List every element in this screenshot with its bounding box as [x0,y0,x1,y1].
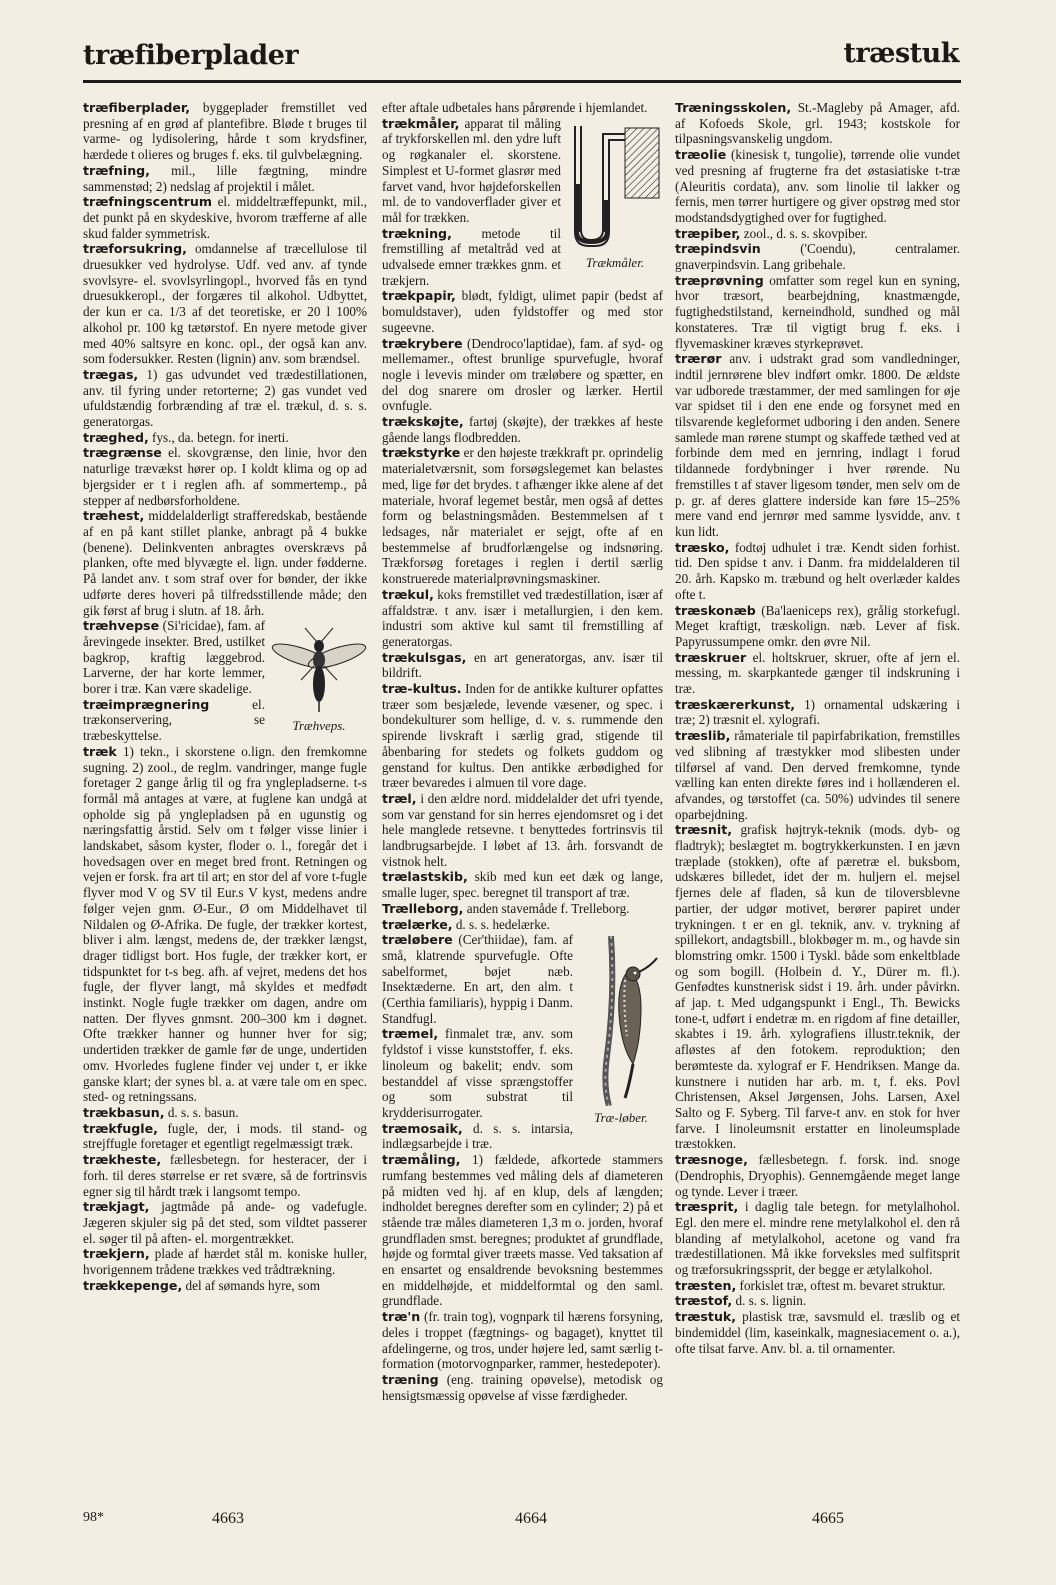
dictionary-entry [382,869,663,900]
definition-text: fartøj (skøjte), der trækkes af heste gående langs flodbredden. [382,414,663,445]
headword: træsnit, [675,822,733,838]
dictionary-entry [83,1199,367,1246]
dictionary-entry [675,351,960,539]
illustration-caption: Træhveps. [292,717,346,733]
signature-mark: 98* [83,1510,104,1525]
headword: trækstyrke [382,445,461,461]
headword: trækkepenge, [83,1277,183,1293]
headword: træforsukring, [83,241,187,257]
dictionary-entry [675,1278,960,1294]
dictionary-entry [382,100,663,116]
headword: træfiberplader, [83,100,191,115]
headword: trægas, [83,366,139,382]
dictionary-entry [675,241,960,272]
headword: træning [382,1371,439,1387]
dictionary-entry [83,194,367,241]
wasp-illustration [271,622,367,733]
definition-text: (Dendroco'laptidae), fam. af syd- og mellemamer., oftest brunlige spurvefugle, hvoraf nogle i levevis minder om træløbere og spætter, en del dog snarere om drosler og lærker. Hertil ovnfugle. [382,335,663,414]
dictionary-entry [382,1152,663,1309]
headword: træmel, [382,1026,439,1042]
definition-text: el. middeltræffepunkt, mil., det punkt på en skydeskive, hvorom træfferne af alle skud falder symmetrisk. [83,194,367,241]
headword: Træningsskolen, [675,100,792,115]
dictionary-entry [83,508,367,618]
column-1 [83,100,367,1490]
headword: træhest, [83,508,145,524]
dictionary-entry [675,1199,960,1278]
definition-text: koks fremstillet ved trædestillation, især af affaldstræ. t anv. især i metallurgien, i den kem. industri som aktive kul samt til fremstilling af generatorgas. [382,586,663,649]
definition-text: anv. i udstrakt grad som vandledninger, indtil jernrørene blev indført omkr. 1800. De ældste var udborede træstammer, der med samlingen for øje var spidset til i den ene ende og forsynet med en tilsvarende kegleformet udboring i den anden. Senere samlede man rørene stumpt og skaffede tæthed ved at forbinde dem med en jernring, indlagt i forud tildannede fordybninger i hver rørende. Nu fremstilles t af staver ligesom tønder, men selv om de p. gr. af deres glattere inderside kan føre 15–25% mere vand end jernrør med samme lysvidde, anv. t kun lidt. [675,351,960,539]
headword: trækbasun, [83,1105,165,1120]
definition-text: plastisk træ, savsmuld el. træslib og et bindemiddel (lim, kaseinkalk, magnesiacement o. a.), ofte tilsat farve. Anv. bl. a. til ornamenter. [675,1309,960,1356]
dictionary-entry [83,1246,367,1277]
headword: trækmåler, [382,115,460,131]
headword: træstof, [675,1293,733,1309]
definition-text: 1) gas udvundet ved trædestillationen, anv. til fyring under retorterne; 2) gas vundet ved ufuldstændig forbrænding af træ el. trækul, d. s. s. generatorgas. [83,366,367,430]
dictionary-entry [382,445,663,586]
headword: træstuk, [675,1309,737,1325]
dictionary-entry [382,288,663,335]
definition-text: skib med kun eet dæk og lange, smalle luger, spec. beregnet til transport af træ. [382,869,663,901]
headword: trækpapir, [382,288,456,304]
headword: træmåling, [382,1152,461,1168]
dictionary-entry [83,1121,367,1152]
column-3 [675,100,960,1490]
headword: træghed, [83,429,149,445]
dictionary-entry [382,681,663,791]
dictionary-entry [675,540,960,603]
definition-text: d. s. s. lignin. [732,1293,807,1309]
dictionary-entry [83,744,367,1105]
headword: Trælleborg, [382,900,464,916]
headword: træsnoge, [675,1152,748,1168]
definition-text: el. skovgrænse, den linie, hvor den naturlige trævækst hører op. I koldt klima og op ad bjergsider er t i reglen afh. af sommertemp., på stepper af nedbørsforholdene. [83,445,367,508]
headword: træpiber, [675,225,741,241]
headword: træsko, [675,539,730,555]
headword: træ'n [382,1309,421,1325]
definition-text: zool., d. s. s. skovpiber. [740,225,868,241]
headword: trækulsgas, [382,649,467,665]
dictionary-entry [83,1105,367,1121]
headword: trækul, [382,586,434,602]
headword: træslib, [675,728,731,744]
definition-text: 1) tekn., i skorstene o.lign. den fremkomne sugning. 2) zool., de reglm. vandringer, mange fugle foretager 2 gange årlig til og fra ynglepladserne. t-s formål må antages at være, at fuglene kan undgå at opholde sig på ynglepladsen på en ugunstig og næringsfattig årstid. Selv om t følger visse linier i landskabet, såsom kyster, floder o. l., foregår det i hovedsagen over en meget bred front. Retningen og vejen er forsk. fra art til art; en stor del af vore t-fugle flyver mod V og SV til Eur.s V kyst, medens andre følger vejen gnm. Ø-Eur., Ø om Middelhavet til Nildalen og Ø-Afrika. De fugle, der trækker kortest, bliver i alm. længst, medens de, der trækker længst, drager tidligst bort. Hos fugle, der trækker kort, er tidspunktet for t-s beg. afh. af vejret, medens det hos fugle, der flyver langt, må skyldes et medfødt instinkt. Nogle fugle trækker om dagen, andre om natten. Der flyves gnmsnt. 200–300 km i døgnet. Ofte trækker hanner og hunner hver for sig; undertiden trækker de gamle før de unge, undertiden omv. Hvorledes fuglene finder vej under t, er ikke ganske klart; der synes bl. a. at være tale om en spec. sted- og retningssans. [83,743,367,1105]
definition-text: forkislet træ, oftest m. bevaret struktur. [736,1277,946,1293]
dictionary-entry [83,100,367,163]
headword: træskærerkunst, [675,696,796,712]
definition-text: fodtøj udhulet i træ. Kendt siden forhist. tid. Den spidse t anv. i Danm. fra middelalderen til 20. årh. Kapsko m. træbund og helt overlæder kaldes ofte t. [675,539,960,602]
page-number-3: 4665 [812,1510,844,1527]
header-first-word: træfiberplader [83,40,299,71]
definition-text: el. trækonservering, se træbeskyttelse. [83,696,265,744]
dictionary-entry [675,650,960,697]
definition-text: (fr. train tog), vognpark til hærens forsyning, deles i troppet (fægtnings- og bagaget), knyttet til afdelingerne, og tros, under højere led, samt særlig t-formation (motorvognparker, rammer, hestedepoter). [382,1309,663,1372]
dictionary-entry [675,697,960,728]
definition-text: omdannelse af træcellulose til druesukker ved hydrolyse. Udf. ved anv. af tynde svovlsyre- el. svovlsyrlingopl., hvorved fås en tynd druesukkeropl., der forgæres til alkohol. Udbyttet, der kun er ca. 1/3 af det teoretiske, er 20 l 100% alkohol pr. 100 kg tætørstof. En nyere metode giver med 40% saltsyre en konc. opl., der også kan anv. som fodersukker. Resten (lignin) anv. som brændsel. [83,241,367,367]
headword: træmosaik, [382,1120,463,1136]
dictionary-entry [675,273,960,352]
definition-text: d. s. s. intarsia, indlægsarbejde i træ. [382,1120,573,1152]
dictionary-entry [382,901,663,917]
definition-text: (eng. training opøvelse), metodisk og hensigtsmæssig opøvelse af visse færdigheder. [382,1371,663,1403]
dictionary-entry [382,1372,663,1403]
headword: træimprægnering [83,696,210,712]
dictionary-entry [83,1152,367,1199]
definition-text: byggeplader fremstillet ved presning af en grød af plantefibre. Bløde t bruges til varme- og lydisolering, hårde t som krydsfiner, hærdede t olieres og bruges f. eks. til gulvbelægning. [83,100,367,163]
definition-text: efter aftale udbetales hans pårørende i hjemlandet. [382,100,648,115]
definition-text: ('Coendu), centralamer. gnaverpindsvin. Lang gribehale. [675,241,960,273]
definition-text: mil., lille fægtning, mindre sammenstød; 2) nedslag af projektil i målet. [83,162,367,194]
definition-text: jagtmåde på ande- og vadefugle. Jægeren skjuler sig på det sted, som vildtet passerer el. søger til på aften- el. morgentrækket. [83,1199,367,1246]
dictionary-entry [675,822,960,1152]
dictionary-entry [675,147,960,226]
definition-text: i den ældre nord. middelalder det ufri tyende, som var genstand for sin herres ejendomsret og i det hele manglede retsevne. t benyttedes fortrinsvis til landbrugsarbejde. I løbet af 13. årh. forsvandt de vistnok helt. [382,790,663,869]
page-number-1: 4663 [212,1510,244,1527]
definition-text: metode til fremstilling af metaltråd ved at udvalsede emner trækkes gnm. et trækjern. [382,225,561,288]
illustration-caption: Træ-løber. [594,1109,648,1125]
headword: træpindsvin [675,241,761,257]
definition-text: 1) fældede, afkortede stammers rumfang bestemmes ved måling dels af diameteren på midten ved hj. af en klup, dels af længden; indholdet beregnes derefter som en cylinder; 2) på et stående træ måles diameteren 1,3 m o. jorden, hvoraf grundfladen smst. beregnes; produktet af grundflade, højde og formtal giver træets masse. Ved taksation af en ensartet og ensaldrende bevoksning bestemmes en middelhøjde, et middelformtal og den saml. grundflade. [382,1152,663,1309]
dictionary-entry [83,241,367,367]
headword: trærør [675,351,722,367]
definition-text: (Cer'thiidae), fam. af små, klatrende spurvefugle. Ofte sabelformet, bøjet næb. Insektæderne. En art, den alm. t (Certhia familiaris), hyppig i Danm. Standfugl. [382,932,573,1026]
headword: trækskøjte, [382,414,464,430]
dictionary-entry [83,367,367,430]
dictionary-entry [675,100,960,147]
headword: trækning, [382,225,452,241]
headword: træsten, [675,1277,737,1293]
headword: trægrænse [83,445,162,461]
definition-text: plade af hærdet stål m. koniske huller, hvorigennem trådene trækkes ved trådtrækning. [83,1246,367,1278]
dictionary-entry [675,1293,960,1309]
dictionary-entry [382,917,663,933]
bird-illustration [579,936,663,1125]
headword: træprøvning [675,272,764,288]
headword: træskonæb [675,602,756,618]
dictionary-entry [83,445,367,508]
definition-text: råmateriale til papirfabrikation, fremstilles ved slibning af træstykker mod slibesten under tilførsel af vand. Den derved fremkomne, tynde vælling kan enten direkte føres ind i hollænderen el. afvandes, og tørstoffet (ca. 50%) udvindes til senere oparbejdning. [675,728,960,822]
dictionary-entry [382,587,663,650]
definition-text: omfatter som regel kun en syning, hvor træsort, bearbejdning, knastmængde, fugtighedstilstand, kerneindhold, sundhed og mål konstateres. Træ til vigtigt brug f. eks. i flyvemaskiner kræves styrkeprøvet. [675,272,960,351]
definition-text: blødt, fyldigt, ulimet papir (bedst af bomuldstaver), uden fyldstoffer og med stor sugeevne. [382,288,663,335]
headword: trælærke, [382,916,453,932]
definition-text: 1) ornamental udskæring i træ; 2) træsnit el. xylografi. [675,696,960,728]
definition-text: (kinesisk t, tungolie), tørrende olie vundet ved presning af frugterne fra det østasiatiske t-træ (Aleuritis cordata), anv. som linolie til lakker og fernis, men tørrer hurtigere og giver opstrøg med stor modstandsdygtighed over for fugtighed. [675,147,960,225]
definition-text: en art generatorgas, anv. især til bildrift. [382,649,663,681]
headword: træ-kultus. [382,681,462,697]
definition-text: (Ba'laeniceps rex), grålig storkefugl. Meget kraftigt, træskolign. næb. Lever af fisk. Papyrussumpene omkr. den øvre Nil. [675,602,960,649]
headword: trælastskib, [382,869,468,885]
headword: træløbere [382,932,453,948]
definition-text: fællesbetegn. f. forsk. ind. snoge (Dendrophis, Dryophis). Gennemgående meget lange og tynde. Lever i træer. [675,1152,960,1199]
headword: trækjern, [83,1246,150,1262]
definition-text: d. s. s. basun. [164,1105,239,1120]
definition-text: fællesbetegn. for hesteracer, der i forh. til deres størrelse er ret svære, så de fortrinsvis egner sig til hårdt træk i langsomt tempo. [83,1152,367,1199]
dictionary-entry [675,603,960,650]
gauge-illustration [567,120,663,271]
dictionary-entry [675,728,960,822]
illustration-caption: Trækmåler. [585,255,645,271]
dictionary-entry [675,1309,960,1356]
dictionary-entry [382,791,663,870]
dictionary-entry [675,226,960,242]
definition-text: el. holtskruer, skruer, ofte af jern el. messing, m. skarpkantede gænger til indskruning i træ. [675,649,960,697]
definition-text: middelalderligt strafferedskab, bestående af en på kant stillet planke, anbragt på 4 bukke (benene). Delinkventen anbragtes overskrævs på planken, ofte med blyvægte el. lign. under fødderne. På landet anv. t som straf over for bønder, der ikke udførte deres hoveri på tilfredsstillende måde; den gik først af brug i slutn. af 18. årh. [83,508,367,618]
headword: træk [83,743,117,759]
dictionary-entry [675,1152,960,1199]
dictionary-entry [382,650,663,681]
header-last-word: træstuk [843,38,959,69]
dictionary-entry [83,163,367,194]
definition-text: St.-Magleby på Amager, afd. af Kofoeds Skole, grl. 1943; kostskole for tilpasningsvanskelig ungdom. [675,100,960,147]
headword: træfningscentrum [83,194,212,210]
definition-text: i daglig tale betegn. for metylalhohol. Egl. den mere el. mindre rene metylalkohol el. den rå blanding af metylalkohol, acetone og vand fra trædestillationen. Må ikke forveksles med sulfitsprit og træforsukringssprit, der begge er ætylalkohol. [675,1199,960,1278]
definition-text: finmalet træ, anv. som fyldstof i visse kunststoffer, f. eks. linoleum og bakelit; endv. som bestanddel af visse sprængstoffer og som substrat til krydderisurrogater. [382,1026,573,1120]
headword: trækheste, [83,1152,162,1168]
headword: træolie [675,147,727,163]
definition-text: anden stavemåde f. Trelleborg. [463,900,630,916]
dictionary-entry [382,1309,663,1372]
definition-text: d. s. s. hedelærke. [452,916,550,932]
headword: træskruer [675,649,747,665]
headword: træhvepse [83,618,160,634]
definition-text: er den højeste trækkraft pr. oprindelig materialetværsnit, som forsøgslegemet kan belastes med, lige før det brydes. t afhænger ikke alene af det materiale, hvoraf legemet består, men også af dettes form og belastningsmåden. Bestemmelsen af t ledsages, når materialet er sejgt, ofte af en bestemmelse af brudforlængelse og indsnøring. Trækforsøg foretages i reglen i dertil særlig konstruerede materialprøvningsmaskiner. [382,445,663,587]
definition-text: del af sømands hyre, som [182,1277,320,1293]
dictionary-entry [83,1278,367,1294]
column-2 [382,100,663,1490]
dictionary-entry [382,336,663,415]
page-number-2: 4664 [515,1510,547,1527]
definition-text: fys., da. betegn. for inerti. [148,429,289,445]
definition-text: fugle, der, i mods. til stand- og strejffugle foretager et egentligt regelmæssigt træk. [83,1120,367,1152]
headword: træsprit, [675,1199,739,1215]
dictionary-entry [382,414,663,445]
headword: træl, [382,790,417,806]
definition-text: (Si'ricidae), fam. af årevingede insekter. Bred, ustilket bagkrop, kraftig læggebrod. Larverne, der har korte lemmer, borer i træ. Kan være skadelige. [83,618,265,697]
headword: træfning, [83,162,150,178]
definition-text: apparat til måling af trykforskellen ml. den ydre luft og røgkanaler el. skorstene. Simplest et U-formet glasrør med farvet vand, hvor højdeforskellen ml. de to vandoverflader giver et mål for trækken. [382,115,561,225]
dictionary-entry [83,430,367,446]
headword: trækjagt, [83,1199,150,1215]
header-rule [83,80,961,83]
definition-text: Inden for de antikke kulturer opfattes træer som besjælede, levende væsener, og spec. i bondekulturer som hellige, d. v. s. rummende den spirende livskraft i særlig grad, stigende til åbenbaring for stedets og folkets guddom og genstand for kultus. Den antikke ærbødighed for træer bevaredes i almuen til vore dage. [382,681,663,791]
headword: trækrybere [382,335,463,351]
definition-text: grafisk højtryk-teknik (mods. dyb- og fladtryk); beslægtet m. bogtrykkerkunsten. I en jævn træplade (stokken), ofte af pæretræ el. buksbom, udskæres billedet, idet der m. huljern el. mejsel fjernes dele af fladen, så kun de tiloversblevne partier, der udgør motivet, berører papiret under trykningen. t er en gl. teknik, anv. v. trykning af spillekort, andagtsbill., blokbøger m. m., og havde sin blomstring omkr. 1500 i Tyskl. både som enkeltblade og som bogill. (Holbein d. Y., Dürer m. fl.). Genfødtes kunstnerisk sidst i 19. årh. under påvirkn. af jap. t. Med udgangspunkt i Engl., Th. Bewicks tone-t, udført i endetræ m. en rigdom af fine detailler, skabtes i 19. årh. xylografiens illustr.teknik, der afløstes af den fotokem. reproduktion; den berømteste da. xylograf er F. Hendriksen. Mange da. kunstnere i nutiden har arb. m. t, f. eks. Povl Christensen, Aksel Jørgensen, Johs. Larsen, Axel Salto og F. Syberg. Til farve-t anv. en stok for hver farve. I linoleumsnit erstatter en linoleumsplade træstokken. [675,822,960,1152]
headword: trækfugle, [83,1120,158,1136]
